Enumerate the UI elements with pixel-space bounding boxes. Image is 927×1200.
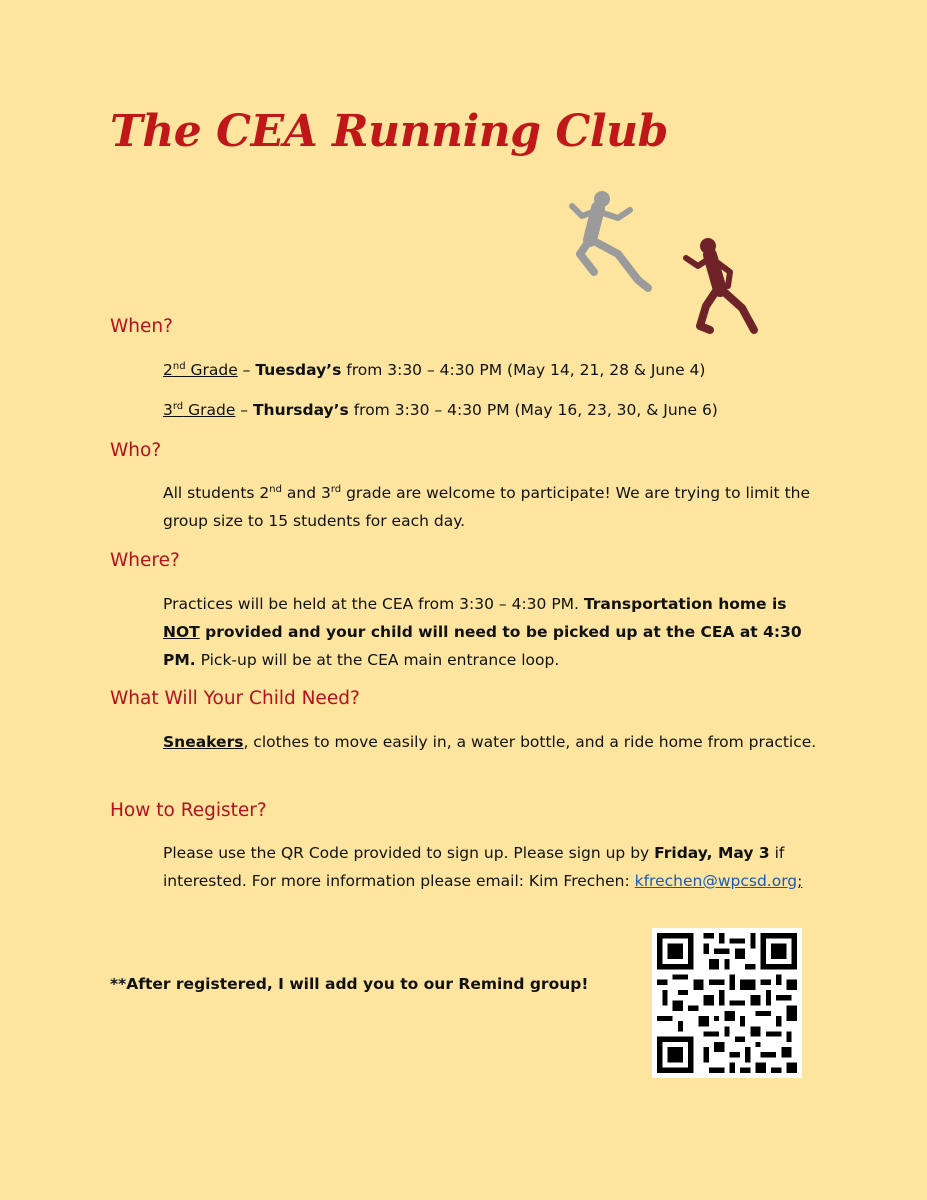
sneakers-emphasis: Sneakers [163,733,244,751]
need-text: Sneakers, clothes to move easily in, a water bottle, and a ride home from practice. [163,733,817,751]
where-heading: Where? [110,550,180,571]
email-link[interactable]: kfrechen@wpcsd.org [634,872,798,890]
register-heading: How to Register? [110,800,267,821]
grade-3-schedule: 3rd Grade – Thursday’s from 3:30 – 4:30 PM (May 16, 23, 30, & June 6) [163,400,718,419]
where-text: Practices will be held at the CEA from 3:30 – 4:30 PM. Transportation home is NOT provided and your child will need to be picked up at the CEA at 4:30 PM. Pick-up will be at the CEA main entrance loop. [163,595,802,669]
transportation-notice: Transportation home is NOT provided and your child will need to be picked up at the CEA at 4:30 PM. [163,595,802,669]
grade-2-schedule: 2nd Grade – Tuesday’s from 3:30 – 4:30 PM (May 14, 21, 28 & June 4) [163,360,706,379]
register-text: Please use the QR Code provided to sign up. Please sign up by Friday, May 3 if interested. For more information please email: Kim Frechen: kfrechen@wpcsd.org; [163,844,803,890]
grade-2-day: Tuesday’s [255,361,342,379]
grade-3-label: 3rd Grade [163,400,236,419]
maroon-runner-icon [686,238,754,330]
remind-note: **After registered, I will add you to our Remind group! [110,975,589,993]
when-heading: When? [110,316,173,337]
need-heading: What Will Your Child Need? [110,688,360,709]
qr-code-icon[interactable] [652,928,802,1078]
grade-3-day: Thursday’s [252,401,349,419]
who-text: All students 2nd and 3rd grade are welcome to participate! We are trying to limit the group size to 15 students for each day. [163,483,811,530]
signup-deadline: Friday, May 3 [654,844,770,862]
runners-silhouette-icon [560,188,775,340]
page-title: The CEA Running Club [110,106,668,157]
grade-2-label: 2nd Grade [163,360,238,379]
gray-runner-icon [572,191,648,288]
who-heading: Who? [110,440,162,461]
